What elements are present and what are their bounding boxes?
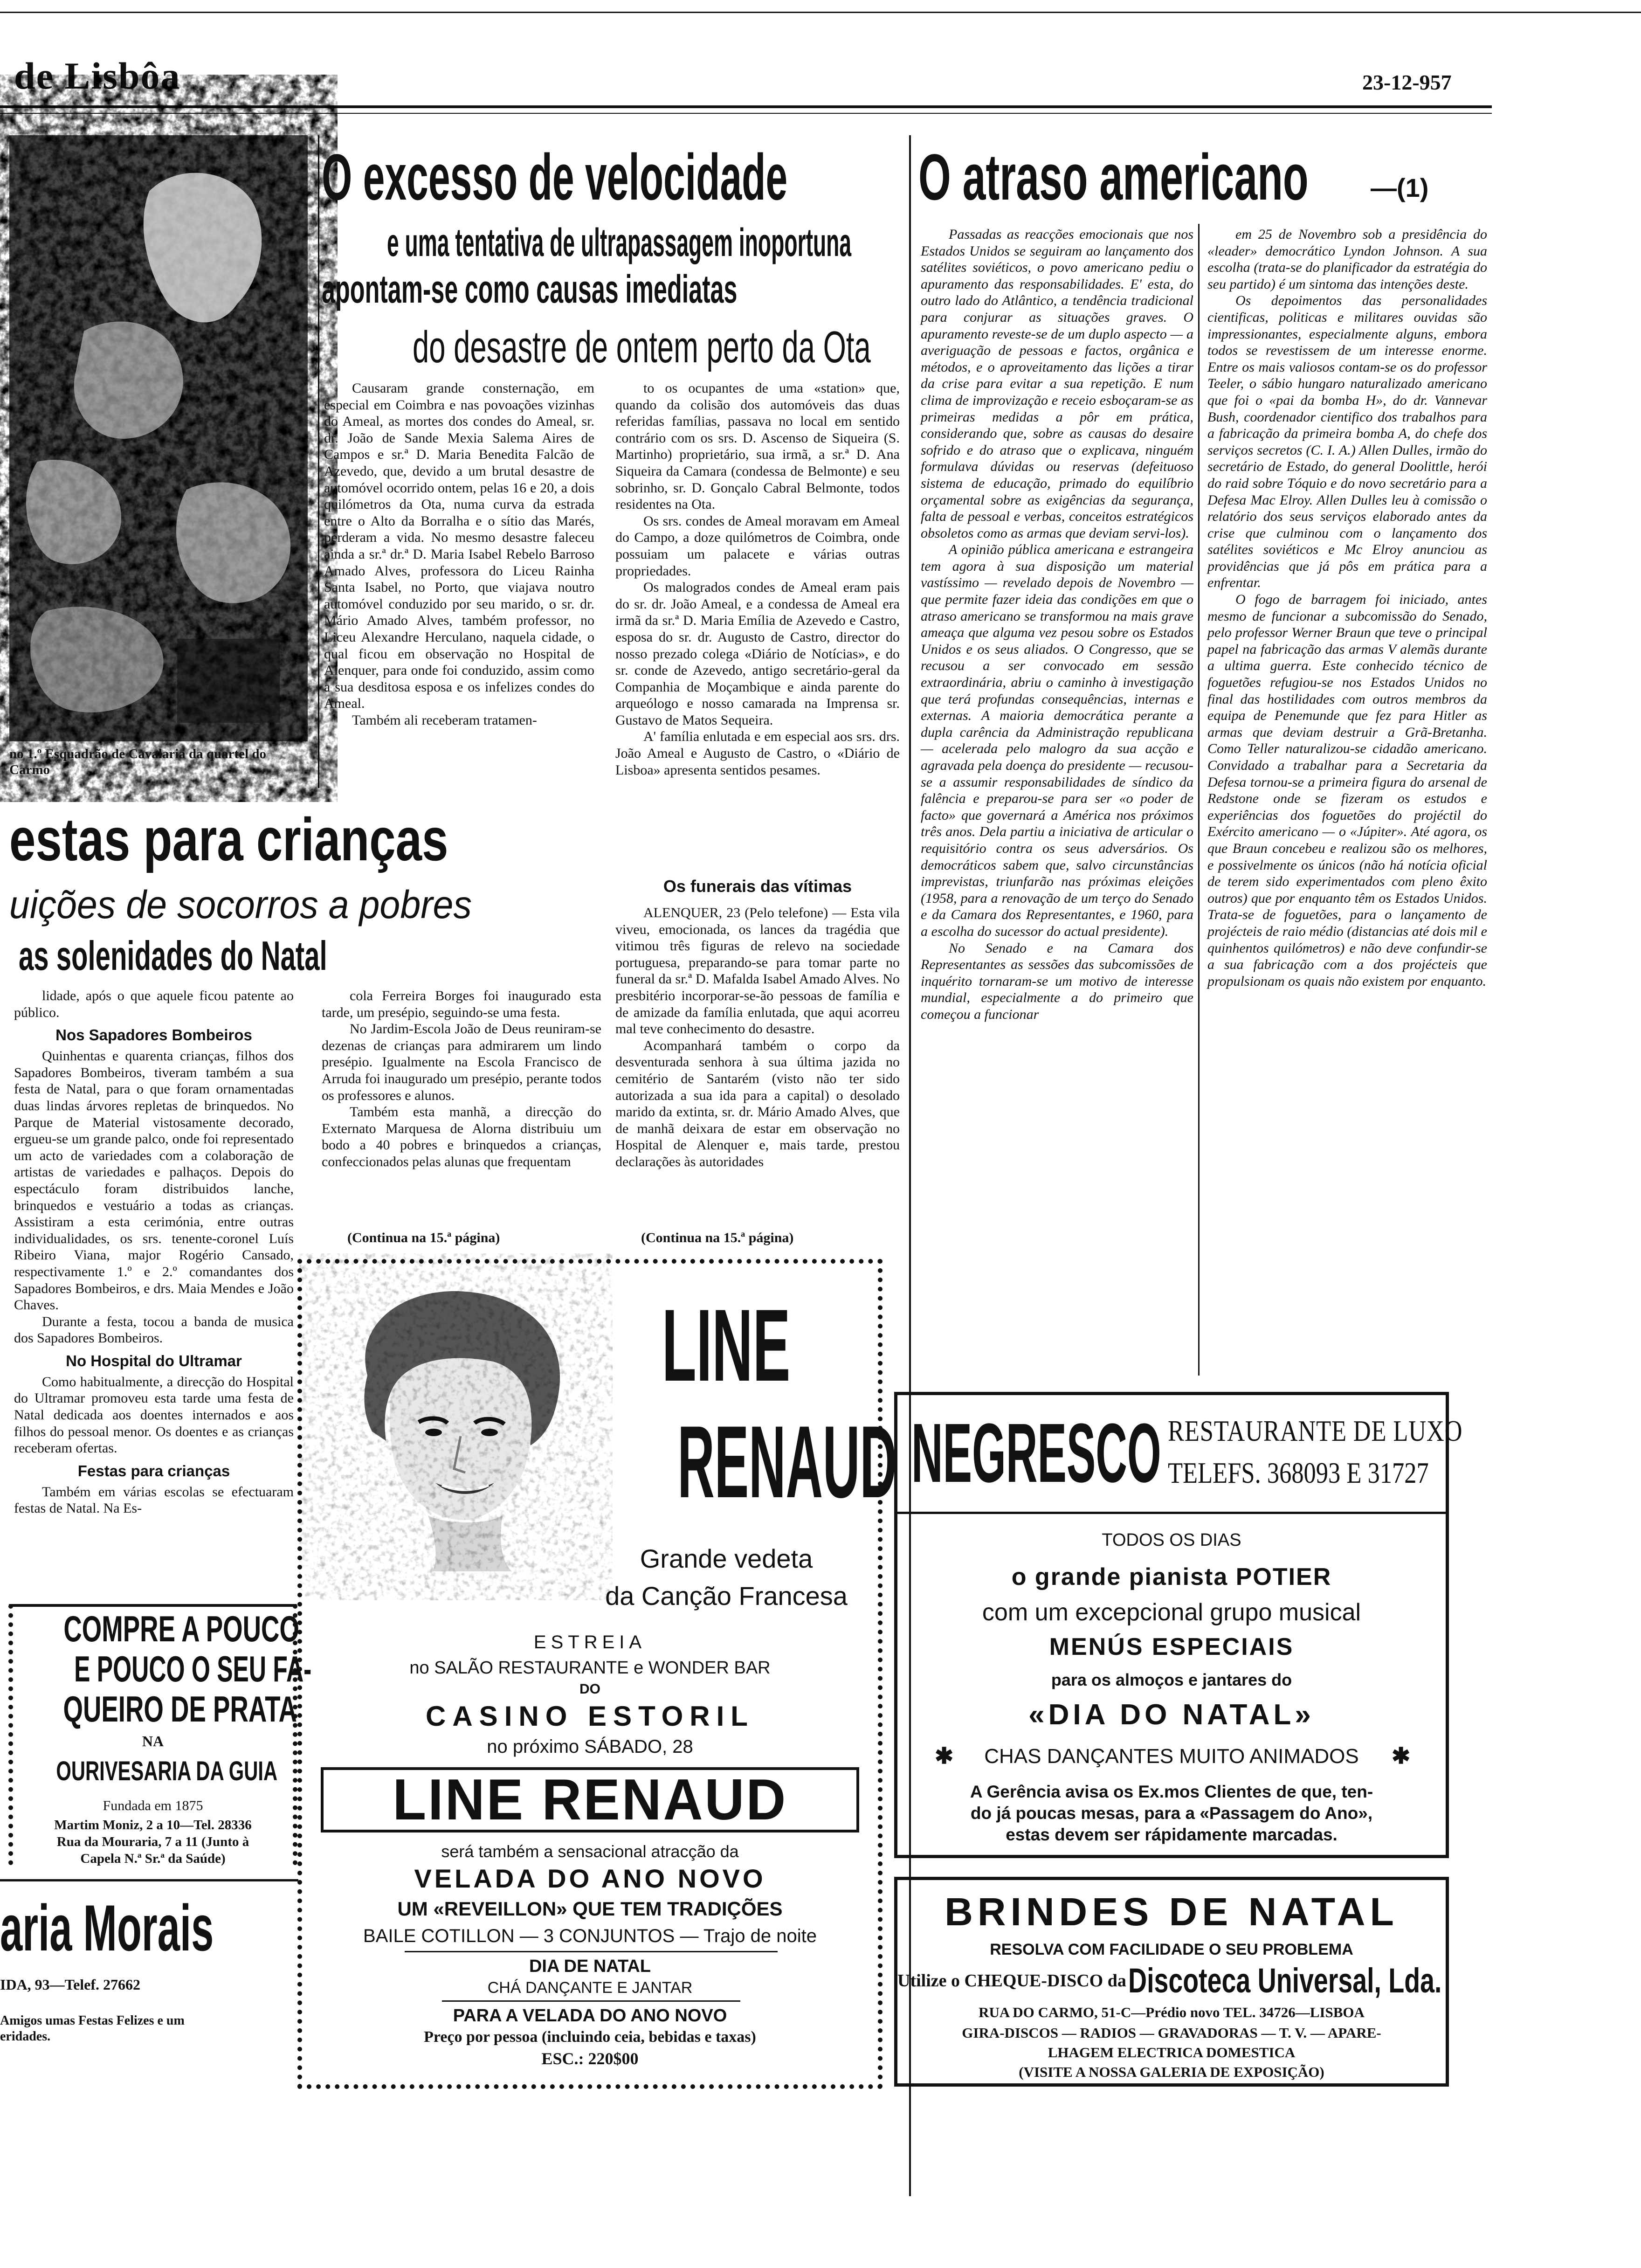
ad-line-preco: Preço por pessoa (incluindo ceia, bebidas e taxas) <box>424 2028 756 2046</box>
ota-col1-p2: Também ali receberam tratamen- <box>352 712 537 728</box>
ad-brindes-line1: RESOLVA COM FACILIDADE O SEU PROBLEMA <box>990 1941 1353 1958</box>
ota-column-1 <box>324 380 594 809</box>
festas-col1-p3: Durante a festa, tocou a banda de musica dos Sapadores Bombeiros. <box>14 1314 294 1346</box>
ad-line-separator-2 <box>442 2000 740 2002</box>
ad-negresco-todos: TODOS OS DIAS <box>1102 1530 1241 1550</box>
festas-headline: estas para crianças <box>9 805 448 873</box>
ad-line-separator <box>405 1951 778 1952</box>
ad-negresco-chas: CHAS DANÇANTES MUITO ANIMADOS <box>984 1745 1359 1768</box>
ota-col2-p3: Os malogrados condes de Ameal eram pais do sr. dr. João Ameal, e a condessa de Ameal era irmã da sr.ª D. Maria Emília de Azevedo e Castro, esposa do sr. dr. Augusto de Castro, director do nosso prezado colega «Diário de Notícias», e do sr. conde de Azevedo, antigo secretário-geral da Companhia de Moçambique e ainda parente do arqueólogo e nosso camarada na Imprensa sr. Gustavo de Matos Sequeira. <box>615 580 900 728</box>
ad-line-boxed: LINE RENAUD <box>321 1767 859 1832</box>
ota-col2-p1: to os ocupantes de uma «station» que, quando da colisão dos automóveis das duas referidas famílias, passava no local em sentido contrário com os srs. D. Ascenso de Siqueira (S. Martinho) proprietário, sua irmã, a sr.ª D. Ana Siqueira da Camara (condessa de Belmonte) e seu sobrinho, sr. D. Gonçalo Cabral Belmonte, todos residentes na Ota. <box>615 380 900 512</box>
ad-negresco-rule <box>897 1512 1446 1514</box>
asterisk-icon: ✱ <box>935 1744 954 1769</box>
festas-deck-1: uições de socorros a pobres <box>9 883 472 927</box>
festas-col1-p5: Também em várias escolas se efectuaram festas de Natal. Na Es- <box>14 1484 294 1516</box>
ad-line-name-1: LINE <box>662 1288 791 1403</box>
ad-prata <box>8 1604 312 1866</box>
ota-headline: O excesso de velocidade <box>322 140 788 214</box>
ad-morais-name: aria Morais <box>0 1891 214 1964</box>
festas-col1-p1: lidade, após o que aquele ficou patente ao público. <box>14 988 294 1020</box>
ad-line-renaud <box>297 1259 897 2089</box>
ad-brindes-line2: Utilize o CHEQUE-DISCO da Discoteca Universal, Lda. <box>897 1961 1442 2000</box>
festas-column-2 <box>322 988 601 1230</box>
festas-deck-2: as solenidades do Natal <box>19 933 327 979</box>
atraso-headline-suffix: —(1) <box>1371 173 1429 202</box>
ad-prata-addr1: Martim Moniz, 2 a 10—Tel. 28336 <box>54 1818 252 1832</box>
ad-line-dia-natal: DIA DE NATAL <box>529 1957 651 1976</box>
ad-line-casino: CASINO ESTORIL <box>426 1701 754 1732</box>
ota-deck-3: do desastre de ontem perto da Ota <box>413 322 871 372</box>
masthead-date: 23-12-957 <box>1362 70 1452 94</box>
ad-line-do: DO <box>579 1681 600 1697</box>
festas-sub-bombeiros: Nos Sapadores Bombeiros <box>55 1026 252 1044</box>
ad-negresco-grupo: com um excepcional grupo musical <box>982 1599 1361 1626</box>
ad-morais-line2: Amigos umas Festas Felizes e um <box>0 2013 185 2028</box>
ad-line-para: PARA A VELADA DO ANO NOVO <box>453 2006 727 2026</box>
ad-prata-line3: QUEIRO DE PRATA <box>63 1688 297 1729</box>
ad-morais-line1: IDA, 93—Telef. 27662 <box>0 1976 141 1993</box>
festas-col2-p3: Também esta manhã, a direcção do Externato Marquesa de Alorna distribuiu um bodo a 40 pobres e brinquedos a crianças, confeccionados pelas alunas que frequentam <box>322 1104 601 1169</box>
atraso-col2-p2: Os depoimentos das personalidades cientificas, politicas e militares ouvidas são impressionantes, especialmente alguns, embora todos se revestissem de um interesse enorme. Entre os mais valiosos contam-se os do professor Teeler, o sábio hungaro naturalizado americano que foi o «pai da bomba H», do dr. Vannevar Bush, coordenador cientifico dos trabalhos para a fabricação da primeira bomba A, do chefe dos serviços secretos (C. I. A.) Allen Dulles, irmão do secretário de Estado, do general Doolittle, herói do raid sobre Tóquio e do novo secretário para a Defesa Mac Elroy. Allen Dulles leu à comissão o relatório dos seus serviços elaborado antes da crise que culminou com o lançamento dos satélites soviéticos e Mc Elroy anunciou as providências que já pôs em prática para a enfrentar. <box>1207 293 1487 591</box>
ad-brindes-line5: LHAGEM ELECTRICA DOMESTICA <box>1048 2044 1296 2061</box>
ad-prata-line1: COMPRE A POUCO <box>63 1608 299 1649</box>
ad-line-reveillon: UM «REVEILLON» QUE TEM TRADIÇÕES <box>397 1898 783 1920</box>
ota-deck-2: apontam-se como causas imediatas <box>322 267 738 311</box>
ad-morais-line3: eridades. <box>0 2029 51 2044</box>
ad-line-venue: no SALÃO RESTAURANTE e WONDER BAR <box>409 1658 771 1678</box>
ota-funerais-subhead: Os funerais das vítimas <box>663 877 852 896</box>
ad-negresco-line2: TELEFS. 368093 E 31727 <box>1168 1456 1429 1489</box>
ad-negresco-pianista: o grande pianista POTIER <box>1011 1563 1332 1590</box>
ad-line-estreia: ESTREIA <box>533 1632 647 1653</box>
festas-col1-p4: Como habitualmente, a direcção do Hospital do Ultramar promoveu esta tarde uma festa de Natal dedicada aos doentes internados e aos filhos do pessoal menor. Os doentes e as crianças receberam ofertas. <box>14 1374 294 1456</box>
ad-brindes-line6: (VISITE A NOSSA GALERIA DE EXPOSIÇÃO) <box>1019 2064 1324 2080</box>
ad-line-name-2: RENAUD <box>677 1404 897 1519</box>
masthead-title: de Lisbôa <box>14 55 181 97</box>
ad-line-will-be: será também a sensacional atracção da <box>441 1842 739 1861</box>
ota-col1-p1: Causaram grande consternação, em especial em Coimbra e nas povoações vizinhas do Ameal, as mortes dos condes do Ameal, sr. dr. João de Sande Mexia Salema Aires de Campos e sr.ª D. Maria Benedita Falcão de Azevedo, que, devido a um brutal desastre de automóvel ocorrido ontem, pelas 16 e 20, a dois quilómetros da Ota, numa curva da estrada entre o Alto da Borralha e o sítio das Marés, perderam a vida. No mesmo desastre faleceu ainda a sr.ª dr.ª D. Maria Isabel Rebelo Barroso Amado Alves, professora do Liceu Rainha Santa Isabel, no Porto, que viajava noutro automóvel conduzido por seu marido, o sr. dr. Mário Amado Alves, também professor, no Liceu Alexandre Herculano, naquela cidade, o qual ficou em observação no Hospital de Alenquer, para onde foi conduzido, assim como a sua desditosa esposa e os infelizes condes do Ameal. <box>324 380 594 712</box>
atraso-column-1 <box>921 226 1193 1378</box>
divider-left <box>318 135 319 788</box>
ota-col2-p2: Os srs. condes de Ameal moravam em Ameal do Campo, a doze quilómetros de Coimbra, onde possuiam um palacete e várias outras propriedades. <box>615 513 900 579</box>
ota-col2-p4: A' família enlutada e em especial aos srs. drs. João Ameal e Augusto de Castro, o «Diário de Lisboa» apresenta sentidos pesames. <box>615 729 900 778</box>
ota-column-2 <box>615 380 900 865</box>
asterisk-icon: ✱ <box>1392 1744 1411 1769</box>
ad-prata-addr2: Rua da Mouraria, 7 a 11 (Junto à <box>56 1834 249 1849</box>
ad-negresco-avisa-2: do já poucas mesas, para a «Passagem do Ano», <box>970 1804 1373 1823</box>
festas-continua: (Continua na 15.ª página) <box>347 1230 500 1245</box>
atraso-headline: O atraso americano <box>918 140 1309 214</box>
ad-brindes-line4: GIRA-DISCOS — RADIOS — GRAVADORAS — T. V. — APARE- <box>962 2025 1381 2041</box>
ota-funerais-text <box>615 905 900 1222</box>
festas-sub-ultramar: No Hospital do Ultramar <box>66 1352 242 1369</box>
ad-prata-addr3: Capela N.ª Sr.ª da Saúde) <box>80 1851 226 1866</box>
photo-image <box>9 135 308 741</box>
ad-brindes-title: BRINDES DE NATAL <box>945 1890 1399 1934</box>
ota-funerais-p2: Acompanhará também o corpo da desventurada senhora à sua última jazida no cemitério de Santarém (visto não ter sido autorizada a sua ida para a capital) o desolado marido da extinta, sr. dr. Mário Amado Alves, que de manhã deixara de estar em observação no Hospital de Alenquer e, mais tarde, prestou declarações às autoridades <box>615 1037 900 1169</box>
festas-col2-p2: No Jardim-Escola João de Deus reuniram-se dezenas de crianças para admirarem um lindo presépio. Igualmente na Escola Francisco de Arruda foi inaugurado um presépio, perante todos os professores e alunos. <box>322 1021 601 1103</box>
festas-col2-p1: cola Ferreira Borges foi inaugurado esta tarde, um presépio, seguindo-se uma festa. <box>322 988 601 1020</box>
ota-continua-right: (Continua na 15.ª página) <box>641 1230 794 1245</box>
ad-negresco-dia: «DIA DO NATAL» <box>1028 1699 1315 1731</box>
ad-negresco-menus: MENÚS ESPECIAIS <box>1049 1633 1294 1660</box>
ad-brindes <box>894 1877 1449 2087</box>
line-renaud-portrait <box>325 1282 586 1571</box>
festas-col1-p2: Quinhentas e quarenta crianças, filhos dos Sapadores Bombeiros, tiveram também a sua festa de Natal, para o que foram ornamentadas duas lindas árvores repletas de brinquedos. No Parque de Material vistosamente decorado, ergueu-se um grande palco, onde foi representado um acto de variedades com a colaboração de artistas de variedades e palhaços. Depois do espectáculo foram distribuidos lanche, brinquedos e vestuário a todas as crianças. Assistiram a esta cerimónia, entre outras individualidades, os srs. tenente-coronel Luís Ribeiro Viana, major Rogério Cansado, respectivamente 1.º e 2.º comandantes dos Sapadores Bombeiros, e drs. Maia Mendes e João Chaves. <box>14 1048 294 1313</box>
atraso-col1-p1: Passadas as reacções emocionais que nos Estados Unidos se seguiram ao lançamento dos satélites soviéticos, o povo americano pediu o apuramento das responsabilidades. E' esta, do outro lado do Atlântico, a tendência tradicional para conjurar as situações graves. O apuramento reveste-se de um duplo aspecto — a averiguação de pessoas e factos, orgânica e métodos, e o aproveitamento das lições a tirar da crise para evitar a sua repetição. E num clima de improvização e receio esboçaram-se as primeiras medidas a pôr em prática, considerando que, sobre as causas do desaire sofrido e do atraso que o explicava, ninguém formulava dúvidas ou reservas (defeituoso sistema de educação, primado do equilíbrio orçamental sobre as exigências da segurança, falta de pessoal e verbas, conceitos estratégicos obsoletos como as armas que deviam servi-los). <box>921 227 1193 541</box>
divider-right-short <box>1198 224 1200 1376</box>
ota-funerais-p1: ALENQUER, 23 (Pelo telefone) — Esta vila viveu, emocionada, os lances da tragédia que vitimou três figuras de relevo na sociedade portuguesa, preparando-se para tomar parte no funeral da sr.ª D. Mafalda Isabel Amado Alves. No presbitério incorporar-se-ão pessoas de família e de amizade da família enlutada, que aqui acorreu mal teve conhecimento do desastre. <box>615 905 900 1037</box>
ad-line-tag-1: Grande vedeta <box>640 1544 813 1573</box>
masthead-top-rule <box>0 12 1641 13</box>
masthead-rule-thick <box>0 105 1492 108</box>
festas-sub-criancas: Festas para crianças <box>77 1462 230 1480</box>
ad-prata-founded: Fundada em 1875 <box>103 1798 203 1813</box>
ad-prata-na: NA <box>142 1733 164 1749</box>
ad-negresco <box>894 1392 1463 1858</box>
ad-negresco-name: NEGRESCO <box>911 1406 1161 1500</box>
ad-brindes-line3: RUA DO CARMO, 51-C—Prédio novo TEL. 34726—LISBOA <box>979 2004 1365 2020</box>
ad-line-cha: CHÁ DANÇANTE E JANTAR <box>487 1979 693 1997</box>
ad-morais-top-rule <box>0 1879 298 1881</box>
photo-caption: no 1.º Esquadrão de Cavalaria da quartel do Carmo <box>9 747 266 777</box>
atraso-col2-p3: O fogo de barragem foi iniciado, antes mesmo de funcionar a subcomissão do Senado, pelo professor Werner Braun que teve o principal papel na fabricação das armas V alemãs durante a ultima guerra. Este conhecido técnico de foguetões refugiou-se nos Estados Unidos no final das hostilidades com outros membros da equipa de Penemunde que fez para Hitler as armas que deviam destruir a Grã-Bretanha. Como Teller naturalizou-se cidadão americano. Convidado a trabalhar para a Secretaria da Defesa tornou-se a primeira figura do arsenal de Redstone onde se fizeram os estudos e experiências dos foguetões do projéctil do Exército americano — o «Júpiter». Até agora, os que Braun concebeu e realizou são os melhores, e possivelmente os únicos (não há notícia oficial de terem sido experimentados com pleno êxito outros) que por enquanto têm os Estados Unidos. Trata-se de foguetões, para o lançamento de projécteis de raio médio (distancias até dois mil e quinhentos quilómetros) e não deve confundir-se a sua fabricação com a dos projécteis que propulsionam os quais não existem por enquanto. <box>1207 592 1487 989</box>
ad-prata-shop: OURIVESARIA DA GUIA <box>56 1756 278 1786</box>
atraso-column-2 <box>1207 226 1487 1378</box>
ad-line-velada: VELADA DO ANO NOVO <box>414 1864 766 1893</box>
ad-negresco-avisa-3: estas devem ser rápidamente marcadas. <box>1006 1825 1338 1844</box>
ad-line-date: no próximo SÁBADO, 28 <box>487 1736 693 1757</box>
ad-negresco-avisa-1: A Gerência avisa os Ex.mos Clientes de que, ten- <box>970 1782 1373 1801</box>
ad-line-tag-2: da Canção Francesa <box>605 1581 848 1611</box>
ota-deck-1: e uma tentativa de ultrapassagem inoportuna <box>387 221 852 264</box>
festas-column-1 <box>14 988 294 1608</box>
atraso-col1-p2: A opinião pública americana e estrangeira tem agora à sua disposição um material vastíssimo — revelado depois de Novembro — que permite fazer ideia das condições em que o atraso americano se transformou na mais grave ameaça que alguma vez pesou sobre os Estados Unidos e os seus aliados. O Congresso, que se recusou a ser convocado em sessão extraordinária, abriu o caminho à investigação que terá profundas consequências, internas e externas. A maioria democrática perante a dupla carência da Administração republicana — acelerada pelo malogro da sua acção e agravada pela doença do presidente — recusou-se a assumir responsabilidades de síndico da falência e preparou-se para ser «o poder de facto» que governará a América nos próximos três anos. Dela partiu a iniciativa de articular o requisitório contra os seus adversários. Os democráticos sabem que, salvo circunstâncias imprevistas, triunfarão nas próximas eleições (1958, para a renovação de um terço do Senado e da Camara dos Representantes, e 1960, para a escolha do sucessor do actual presidente). <box>921 542 1193 939</box>
ad-line-esc: ESC.: 220$00 <box>541 2049 639 2068</box>
news-photo <box>9 135 308 741</box>
ad-line-baile: BAILE COTILLON — 3 CONJUNTOS — Trajo de noite <box>363 1926 817 1946</box>
ad-negresco-para: para os almoços e jantares do <box>1051 1670 1292 1689</box>
masthead-rule-thin <box>0 113 1492 114</box>
ad-prata-line2: E POUCO O SEU FA- <box>74 1648 312 1689</box>
atraso-col2-p1: em 25 de Novembro sob a presidência do «leader» democrático Lyndon Johnson. A sua escolha (trata-se do planificador da estratégia do seu partido) é um sintoma das intenções deste. <box>1207 227 1487 292</box>
atraso-col1-p3: No Senado e na Camara dos Representantes as sessões das subcomissões de inquérito tornaram-se um motivo de interesse mundial, especialmente a do primeiro que começou a funcionar <box>921 940 1193 1022</box>
ad-negresco-line1: RESTAURANTE DE LUXO <box>1168 1414 1463 1447</box>
